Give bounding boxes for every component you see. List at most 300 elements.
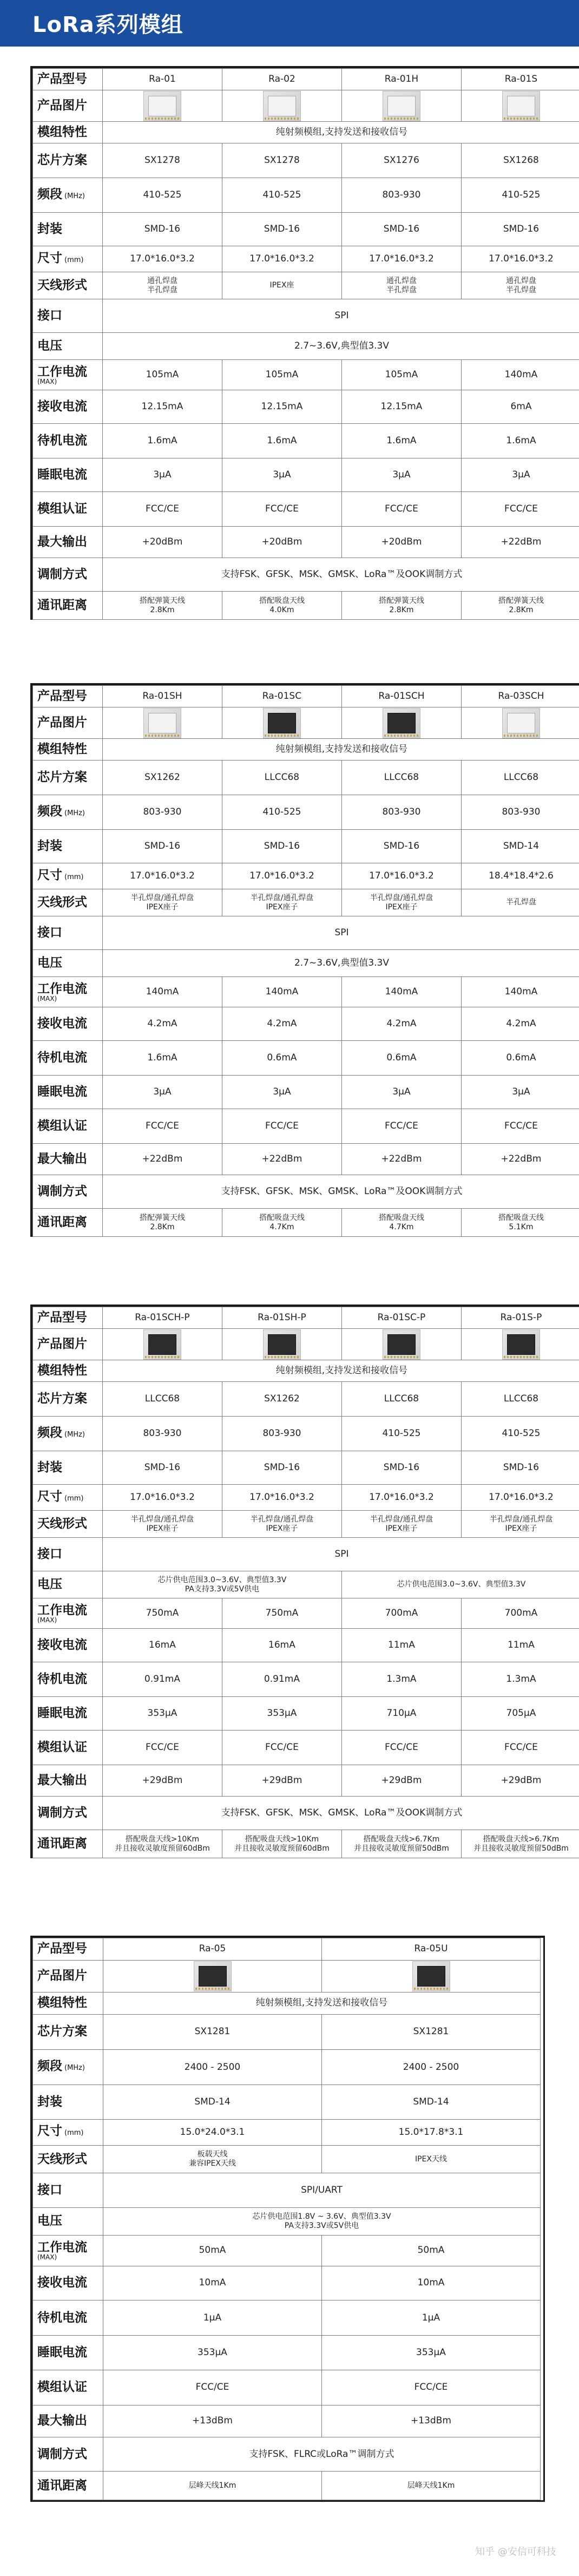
module-image-icon bbox=[383, 1329, 420, 1360]
row-label-text: 睡眠电流 bbox=[37, 2345, 87, 2359]
spec-cell: 搭配吸盘天线 5.1Km bbox=[461, 1209, 579, 1237]
module-image-icon bbox=[263, 91, 301, 121]
module-photo bbox=[461, 707, 579, 739]
spec-cell: 140mA bbox=[222, 977, 341, 1007]
row-label-size bbox=[33, 246, 103, 272]
spec-cell: IPEX天线 bbox=[322, 2146, 541, 2173]
spec-row-cert bbox=[33, 1731, 579, 1765]
spec-row-max_out bbox=[33, 2405, 541, 2437]
spec-cell: 1.6mA bbox=[102, 424, 222, 458]
row-label-text: 产品图片 bbox=[37, 1337, 87, 1351]
module-image-icon bbox=[502, 708, 540, 738]
model-name: Ra-03SCH bbox=[461, 686, 579, 707]
spec-cell: 353μA bbox=[102, 1697, 222, 1731]
spec-cell: 半孔焊盘/通孔焊盘 IPEX座子 bbox=[461, 1511, 579, 1538]
spec-cell: FCC/CE bbox=[222, 492, 341, 527]
spec-row-distance bbox=[33, 1830, 579, 1858]
model-name: Ra-01SC-P bbox=[341, 1307, 461, 1329]
spec-cell: 140mA bbox=[341, 977, 461, 1007]
spec-row-model bbox=[33, 69, 579, 90]
row-label-standby bbox=[33, 2300, 103, 2336]
row-label-work bbox=[33, 1598, 103, 1629]
row-label-text: 模组特性 bbox=[37, 1996, 87, 2010]
row-label-text: 天线形式 bbox=[37, 2152, 87, 2166]
spec-cell: 15.0*17.8*3.1 bbox=[322, 2119, 541, 2146]
spec-cell: 105mA bbox=[341, 360, 461, 390]
spec-cell: 2400 - 2500 bbox=[103, 2050, 322, 2085]
spec-row-image bbox=[33, 1960, 541, 1992]
row-label-text: 尺寸 bbox=[37, 868, 62, 882]
spec-cell: +13dBm bbox=[103, 2405, 322, 2437]
row-label-modulation bbox=[33, 558, 103, 592]
row-label-text: 调制方式 bbox=[37, 1806, 87, 1820]
spec-cell: SX1278 bbox=[222, 143, 341, 178]
spec-row-interface bbox=[33, 2173, 541, 2207]
spec-cell: 0.6mA bbox=[341, 1041, 461, 1076]
spec-cell: 通孔焊盘 半孔焊盘 bbox=[341, 272, 461, 299]
row-label-size bbox=[33, 863, 103, 889]
row-label-text: 睡眠电流 bbox=[37, 1706, 87, 1720]
spec-row-interface bbox=[33, 1538, 579, 1571]
spec-table bbox=[32, 1307, 579, 1858]
spec-cell: 层峰天线1Km bbox=[103, 2472, 322, 2500]
spec-table-ra01-series bbox=[30, 66, 579, 620]
spec-cell: 353μA bbox=[322, 2336, 541, 2370]
spec-cell: FCC/CE bbox=[341, 1731, 461, 1765]
spec-cell: SMD-16 bbox=[341, 1451, 461, 1485]
spec-row-freq bbox=[33, 795, 579, 830]
spec-cell: 0.6mA bbox=[222, 1041, 341, 1076]
row-label-text: 电压 bbox=[37, 339, 62, 353]
spec-cell: 搭配吸盘天线>10Km 并且接收灵敏度预留60dBm bbox=[222, 1830, 341, 1858]
spec-row-modulation bbox=[33, 1797, 579, 1830]
spec-cell: IPEX座 bbox=[222, 272, 341, 299]
model-name: Ra-01SH bbox=[102, 686, 222, 707]
spec-row-chip bbox=[33, 1382, 579, 1417]
module-image-icon bbox=[383, 708, 420, 738]
row-label-package bbox=[33, 1451, 103, 1485]
spec-cell: 50mA bbox=[322, 2235, 541, 2266]
row-label-interface bbox=[33, 299, 103, 333]
spec-cell: 1μA bbox=[322, 2300, 541, 2336]
spec-row-freq bbox=[33, 2050, 541, 2085]
spec-cell: SX1262 bbox=[102, 761, 222, 795]
row-label-rx bbox=[33, 1007, 103, 1041]
spec-cell: FCC/CE bbox=[461, 492, 579, 527]
spec-cell: LLCC68 bbox=[461, 761, 579, 795]
module-photo bbox=[341, 1329, 461, 1360]
row-label-sleep bbox=[33, 1076, 103, 1109]
spec-cell: 搭配吸盘天线>10Km 并且接收灵敏度预留60dBm bbox=[102, 1830, 222, 1858]
row-label-text: 产品图片 bbox=[37, 1969, 87, 1983]
row-label-text: 工作电流 bbox=[37, 1603, 87, 1617]
spec-cell: 10mA bbox=[103, 2266, 322, 2300]
spec-cell: +20dBm bbox=[341, 527, 461, 558]
spec-row-cert bbox=[33, 492, 579, 527]
spec-cell: 140mA bbox=[461, 360, 579, 390]
module-photo bbox=[341, 707, 461, 739]
row-label-standby bbox=[33, 1041, 103, 1076]
row-label-max_out bbox=[33, 1765, 103, 1797]
spec-cell: 17.0*16.0*3.2 bbox=[461, 246, 579, 272]
spec-cell: SMD-16 bbox=[222, 830, 341, 863]
row-label-text: 模组认证 bbox=[37, 1119, 87, 1133]
spec-cell: 2400 - 2500 bbox=[322, 2050, 541, 2085]
spec-cell: 纯射频模组,支持发送和接收信号 bbox=[103, 1992, 541, 2014]
model-name: Ra-05 bbox=[103, 1938, 322, 1961]
model-name: Ra-05U bbox=[322, 1938, 541, 1961]
row-label-text: 尺寸 bbox=[37, 2124, 62, 2139]
row-label-text: 通讯距离 bbox=[37, 1215, 87, 1229]
spec-row-rx bbox=[33, 1007, 579, 1041]
spec-cell: SMD-16 bbox=[341, 213, 461, 246]
spec-cell: 支持FSK、GFSK、MSK、GMSK、LoRa™及OOK调制方式 bbox=[102, 1797, 579, 1830]
spec-row-modulation bbox=[33, 1175, 579, 1209]
row-label-unit: (mm) bbox=[64, 255, 84, 264]
row-label-text: 睡眠电流 bbox=[37, 468, 87, 482]
row-label-text: 模组特性 bbox=[37, 125, 87, 139]
spec-cell: 17.0*16.0*3.2 bbox=[102, 246, 222, 272]
spec-cell: +13dBm bbox=[322, 2405, 541, 2437]
row-label-text: 最大输出 bbox=[37, 2414, 87, 2428]
page-title: LoRa系列模组 bbox=[32, 12, 183, 37]
row-label-text: 工作电流 bbox=[37, 2240, 87, 2254]
row-label-model bbox=[33, 69, 103, 90]
spec-cell: 803-930 bbox=[102, 1417, 222, 1451]
spec-cell: 353μA bbox=[222, 1697, 341, 1731]
row-label-text: 尺寸 bbox=[37, 251, 62, 265]
spec-row-size bbox=[33, 2119, 541, 2146]
spec-row-max_out bbox=[33, 527, 579, 558]
spec-cell: 12.15mA bbox=[222, 390, 341, 424]
spec-cell: 搭配吸盘天线 4.7Km bbox=[341, 1209, 461, 1237]
row-label-text: 最大输出 bbox=[37, 535, 87, 549]
row-label-antenna bbox=[33, 2146, 103, 2173]
row-label-cert bbox=[33, 2370, 103, 2405]
row-label-text: 电压 bbox=[37, 956, 62, 970]
spec-cell: +22dBm bbox=[341, 1144, 461, 1175]
spec-cell: FCC/CE bbox=[461, 1109, 579, 1144]
row-label-text: 工作电流 bbox=[37, 364, 87, 379]
row-label-text: 频段 bbox=[37, 1425, 62, 1440]
row-label-modulation bbox=[33, 1175, 103, 1209]
spec-cell: 803-930 bbox=[341, 795, 461, 830]
spec-cell: 410-525 bbox=[341, 1417, 461, 1451]
spec-cell: 搭配吸盘天线>6.7Km 并且接收灵敏度预留50dBm bbox=[461, 1830, 579, 1858]
spec-cell: 18.4*18.4*2.6 bbox=[461, 863, 579, 889]
spec-row-modulation bbox=[33, 558, 579, 592]
page-header bbox=[0, 0, 579, 47]
module-image-icon bbox=[143, 91, 181, 121]
spec-cell: +22dBm bbox=[102, 1144, 222, 1175]
spec-cell: 纯射频模组,支持发送和接收信号 bbox=[102, 122, 579, 143]
row-label-chip bbox=[33, 143, 103, 178]
spec-cell: 16mA bbox=[222, 1629, 341, 1662]
spec-row-antenna bbox=[33, 889, 579, 916]
spec-cell: SX1262 bbox=[222, 1382, 341, 1417]
row-label-text: 接口 bbox=[37, 1547, 62, 1561]
spec-row-work bbox=[33, 360, 579, 390]
spec-cell: SMD-16 bbox=[341, 830, 461, 863]
row-label-image bbox=[33, 1960, 103, 1992]
spec-cell: +22dBm bbox=[461, 527, 579, 558]
row-label-text: 产品图片 bbox=[37, 99, 87, 113]
row-label-work bbox=[33, 2235, 103, 2266]
spec-cell: +20dBm bbox=[222, 527, 341, 558]
spec-cell: 支持FSK、GFSK、MSK、GMSK、LoRa™及OOK调制方式 bbox=[102, 1175, 579, 1209]
row-label-interface bbox=[33, 916, 103, 950]
spec-row-rx bbox=[33, 2266, 541, 2300]
row-label-text: 接口 bbox=[37, 309, 62, 323]
spec-row-package bbox=[33, 830, 579, 863]
row-label-text: 封装 bbox=[37, 1460, 62, 1474]
row-label-text: 工作电流 bbox=[37, 981, 87, 996]
spec-cell: 芯片供电范围1.8V ~ 3.6V、典型值3.3V PA支持3.3V或5V供电 bbox=[103, 2207, 541, 2235]
row-label-modulation bbox=[33, 1797, 103, 1830]
spec-cell: 10mA bbox=[322, 2266, 541, 2300]
spec-cell: FCC/CE bbox=[222, 1731, 341, 1765]
row-label-modulation bbox=[33, 2437, 103, 2471]
spec-cell: 3μA bbox=[341, 458, 461, 492]
spec-cell: 板载天线 兼容IPEX天线 bbox=[103, 2146, 322, 2173]
spec-cell: 搭配弹簧天线 2.8Km bbox=[102, 1209, 222, 1237]
model-name: Ra-01S-P bbox=[461, 1307, 579, 1329]
row-label-text: 模组认证 bbox=[37, 2380, 87, 2395]
spec-cell: 12.15mA bbox=[341, 390, 461, 424]
spec-cell: 17.0*16.0*3.2 bbox=[341, 246, 461, 272]
row-label-text: 待机电流 bbox=[37, 1051, 87, 1065]
spec-row-size bbox=[33, 246, 579, 272]
row-label-text: 芯片方案 bbox=[37, 770, 87, 784]
spec-row-distance bbox=[33, 2472, 541, 2500]
spec-row-size bbox=[33, 1485, 579, 1511]
row-label-text: 电压 bbox=[37, 1577, 62, 1591]
row-label-feature bbox=[33, 1360, 103, 1382]
module-photo bbox=[341, 90, 461, 122]
row-label-text: 产品型号 bbox=[37, 1310, 87, 1325]
spec-row-interface bbox=[33, 299, 579, 333]
module-photo bbox=[461, 1329, 579, 1360]
row-label-text: 待机电流 bbox=[37, 2310, 87, 2325]
spec-cell: FCC/CE bbox=[322, 2370, 541, 2405]
spec-cell: 11mA bbox=[461, 1629, 579, 1662]
spec-row-work bbox=[33, 1598, 579, 1629]
spec-cell: SX1268 bbox=[461, 143, 579, 178]
spec-row-feature bbox=[33, 739, 579, 761]
spec-row-work bbox=[33, 977, 579, 1007]
spec-cell: 410-525 bbox=[222, 795, 341, 830]
spec-cell: 芯片供电范围3.0~3.6V、典型值3.3V bbox=[341, 1571, 579, 1598]
row-label-text: 待机电流 bbox=[37, 434, 87, 448]
module-photo bbox=[222, 1329, 341, 1360]
row-label-voltage bbox=[33, 950, 103, 977]
spec-row-chip bbox=[33, 143, 579, 178]
spec-cell: 750mA bbox=[102, 1598, 222, 1629]
spec-cell: 140mA bbox=[102, 977, 222, 1007]
row-label-size bbox=[33, 2119, 103, 2146]
spec-cell: 140mA bbox=[461, 977, 579, 1007]
spec-cell: FCC/CE bbox=[102, 1109, 222, 1144]
row-label-text: 产品型号 bbox=[37, 72, 87, 86]
spec-cell: 15.0*24.0*3.1 bbox=[103, 2119, 322, 2146]
module-image-icon bbox=[194, 1961, 232, 1991]
spec-cell: 410-525 bbox=[102, 178, 222, 213]
row-label-antenna bbox=[33, 1511, 103, 1538]
row-label-unit: (MHz) bbox=[64, 1430, 85, 1439]
spec-cell: 半孔焊盘/通孔焊盘 IPEX座子 bbox=[102, 889, 222, 916]
row-label-text: 频段 bbox=[37, 2059, 62, 2074]
spec-cell: 750mA bbox=[222, 1598, 341, 1629]
spec-row-feature bbox=[33, 1360, 579, 1382]
spec-cell: 半孔焊盘/通孔焊盘 IPEX座子 bbox=[222, 1511, 341, 1538]
row-label-size bbox=[33, 1485, 103, 1511]
row-label-voltage bbox=[33, 1571, 103, 1598]
row-label-text: 调制方式 bbox=[37, 2447, 87, 2461]
row-label-text: 电压 bbox=[37, 2214, 62, 2228]
spec-cell: SPI bbox=[102, 1538, 579, 1571]
spec-row-voltage bbox=[33, 333, 579, 360]
spec-cell: 4.2mA bbox=[341, 1007, 461, 1041]
spec-row-work bbox=[33, 2235, 541, 2266]
module-image-icon bbox=[412, 1961, 450, 1991]
row-label-chip bbox=[33, 1382, 103, 1417]
row-label-feature bbox=[33, 122, 103, 143]
row-label-image bbox=[33, 90, 103, 122]
spec-row-standby bbox=[33, 1041, 579, 1076]
spec-cell: 17.0*16.0*3.2 bbox=[222, 863, 341, 889]
row-label-text: 模组特性 bbox=[37, 1364, 87, 1378]
spec-cell: FCC/CE bbox=[102, 1731, 222, 1765]
row-label-chip bbox=[33, 761, 103, 795]
row-label-text: 调制方式 bbox=[37, 567, 87, 581]
spec-cell: 705μA bbox=[461, 1697, 579, 1731]
row-label-freq bbox=[33, 178, 103, 213]
row-label-text: 通讯距离 bbox=[37, 598, 87, 612]
spec-cell: 17.0*16.0*3.2 bbox=[222, 246, 341, 272]
spec-cell: 层峰天线1Km bbox=[322, 2472, 541, 2500]
spec-cell: 半孔焊盘/通孔焊盘 IPEX座子 bbox=[102, 1511, 222, 1538]
spec-row-package bbox=[33, 2085, 541, 2119]
row-label-work bbox=[33, 977, 103, 1007]
spec-cell: 1.6mA bbox=[102, 1041, 222, 1076]
spec-cell: SMD-16 bbox=[102, 1451, 222, 1485]
spec-cell: 17.0*16.0*3.2 bbox=[102, 1485, 222, 1511]
row-label-text: 频段 bbox=[37, 187, 62, 201]
spec-cell: 17.0*16.0*3.2 bbox=[222, 1485, 341, 1511]
row-label-text: 接收电流 bbox=[37, 2276, 87, 2290]
spec-cell: 3μA bbox=[461, 458, 579, 492]
spec-cell: +29dBm bbox=[102, 1765, 222, 1797]
spec-cell: 4.2mA bbox=[461, 1007, 579, 1041]
spec-cell: 4.2mA bbox=[222, 1007, 341, 1041]
row-label-distance bbox=[33, 592, 103, 620]
model-name: Ra-01SC bbox=[222, 686, 341, 707]
row-label-unit: (MAX) bbox=[37, 994, 57, 1002]
spec-row-feature bbox=[33, 122, 579, 143]
spec-cell: SMD-16 bbox=[461, 213, 579, 246]
spec-row-antenna bbox=[33, 2146, 541, 2173]
spec-cell: +22dBm bbox=[222, 1144, 341, 1175]
row-label-unit: (mm) bbox=[64, 2129, 84, 2138]
row-label-text: 接口 bbox=[37, 2183, 62, 2198]
row-label-feature bbox=[33, 739, 103, 761]
module-image-icon bbox=[502, 1329, 540, 1360]
spec-cell: 3μA bbox=[341, 1076, 461, 1109]
spec-row-rx bbox=[33, 390, 579, 424]
module-photo bbox=[322, 1960, 541, 1992]
spec-row-modulation bbox=[33, 2437, 541, 2471]
watermark: 知乎 @安信可科技 bbox=[475, 2546, 556, 2558]
spec-cell: 搭配弹簧天线 2.8Km bbox=[461, 592, 579, 620]
row-label-text: 接口 bbox=[37, 926, 62, 940]
spec-cell: 16mA bbox=[102, 1629, 222, 1662]
spec-cell: 通孔焊盘 半孔焊盘 bbox=[461, 272, 579, 299]
spec-cell: 2.7~3.6V,典型值3.3V bbox=[102, 950, 579, 977]
row-label-text: 睡眠电流 bbox=[37, 1085, 87, 1099]
row-label-distance bbox=[33, 1830, 103, 1858]
row-label-text: 模组认证 bbox=[37, 1740, 87, 1754]
spec-row-image bbox=[33, 707, 579, 739]
row-label-antenna bbox=[33, 272, 103, 299]
spec-row-package bbox=[33, 213, 579, 246]
row-label-freq bbox=[33, 2050, 103, 2085]
spec-row-image bbox=[33, 90, 579, 122]
spec-cell: 0.91mA bbox=[102, 1662, 222, 1697]
model-name: Ra-01SCH-P bbox=[102, 1307, 222, 1329]
spec-cell: 3μA bbox=[222, 458, 341, 492]
spec-row-freq bbox=[33, 1417, 579, 1451]
row-label-text: 调制方式 bbox=[37, 1184, 87, 1198]
spec-cell: 1μA bbox=[103, 2300, 322, 2336]
spec-cell: 1.6mA bbox=[341, 424, 461, 458]
row-label-distance bbox=[33, 1209, 103, 1237]
spec-cell: +29dBm bbox=[222, 1765, 341, 1797]
spec-row-image bbox=[33, 1329, 579, 1360]
row-label-standby bbox=[33, 424, 103, 458]
module-photo bbox=[102, 90, 222, 122]
spec-row-max_out bbox=[33, 1765, 579, 1797]
spec-cell: SX1281 bbox=[103, 2014, 322, 2049]
spec-cell: 17.0*16.0*3.2 bbox=[341, 1485, 461, 1511]
spec-row-size bbox=[33, 863, 579, 889]
spec-cell: 803-930 bbox=[222, 1417, 341, 1451]
spec-row-interface bbox=[33, 916, 579, 950]
spec-cell: 11mA bbox=[341, 1629, 461, 1662]
model-name: Ra-01SH-P bbox=[222, 1307, 341, 1329]
spec-cell: LLCC68 bbox=[102, 1382, 222, 1417]
module-photo bbox=[103, 1960, 322, 1992]
module-image-icon bbox=[263, 708, 301, 738]
spec-cell: SPI/UART bbox=[103, 2173, 541, 2207]
spec-row-package bbox=[33, 1451, 579, 1485]
spec-cell: 1.3mA bbox=[461, 1662, 579, 1697]
spec-cell: 搭配弹簧天线 2.8Km bbox=[341, 592, 461, 620]
row-label-voltage bbox=[33, 333, 103, 360]
spec-table-p-series bbox=[30, 1305, 579, 1858]
spec-row-chip bbox=[33, 2014, 541, 2049]
spec-cell: SPI bbox=[102, 299, 579, 333]
row-label-sleep bbox=[33, 458, 103, 492]
spec-cell: SMD-16 bbox=[102, 213, 222, 246]
spec-table-ra05-series bbox=[30, 1936, 545, 2502]
spec-cell: 3μA bbox=[461, 1076, 579, 1109]
spec-row-voltage bbox=[33, 950, 579, 977]
row-label-text: 封装 bbox=[37, 222, 62, 236]
row-label-unit: (MAX) bbox=[37, 2253, 57, 2261]
row-label-cert bbox=[33, 1109, 103, 1144]
spec-cell: FCC/CE bbox=[103, 2370, 322, 2405]
spec-cell: 半孔焊盘/通孔焊盘 IPEX座子 bbox=[222, 889, 341, 916]
